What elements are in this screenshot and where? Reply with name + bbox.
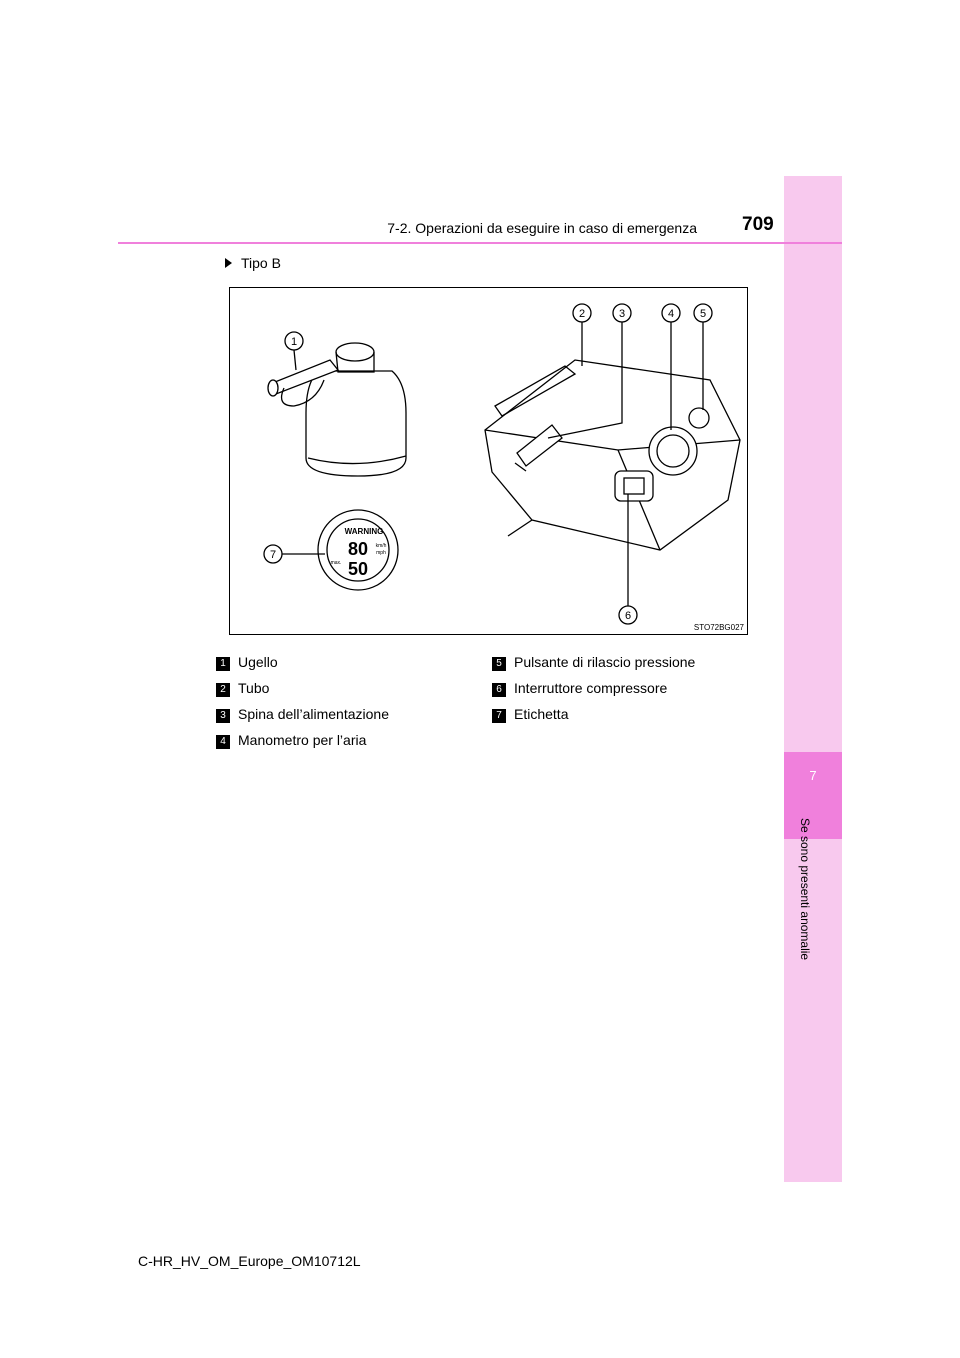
legend-text: Interruttore compressore [514,680,668,696]
chapter-tab-active[interactable] [784,752,842,839]
figure-code: STO72BG027 [693,623,744,632]
callout-7-text: 7 [269,549,277,561]
chapter-number: 7 [809,768,817,783]
callout-3-text: 3 [618,308,626,320]
legend-item [216,732,366,749]
type-label: Tipo B [241,255,281,271]
legend-text: Pulsante di rilascio pressione [514,654,696,670]
compressor-icon [485,360,740,550]
section-title: 7-2. Operazioni da eseguire in caso di emergenza [387,220,697,236]
legend-item [216,680,269,697]
legend-number: 1 [216,657,230,671]
speed-80: 80 [347,539,369,559]
callout-1-text: 1 [290,336,298,348]
document-id: C-HR_HV_OM_Europe_OM10712L [138,1253,361,1269]
type-heading [225,255,281,271]
legend-item [216,654,278,671]
legend-number: 7 [492,709,506,723]
legend-text: Etichetta [514,706,569,722]
leader-line [294,350,296,370]
legend-number: 5 [492,657,506,671]
legend-number: 6 [492,683,506,697]
legend-item [492,654,695,671]
legend-text: Tubo [238,680,270,696]
callout-6-text: 6 [624,610,632,622]
legend-item [492,680,667,697]
warning-text: WARNING [344,527,384,536]
chapter-label: Se sono presenti anomalie [798,818,812,961]
bullet-arrow-icon [225,258,232,268]
legend-item [216,706,389,723]
legend-text: Manometro per l’aria [238,732,367,748]
legend-number: 4 [216,735,230,749]
header-rule [118,242,842,244]
sealant-bottle-icon [268,343,406,476]
legend-item [492,706,568,723]
callout-2-text: 2 [578,308,586,320]
callout-5-text: 5 [699,308,707,320]
unit-mph: mph [376,550,386,556]
repair-kit-figure [229,287,748,635]
unit-kmh: km/h [375,543,387,549]
legend-number: 2 [216,683,230,697]
chapter-side-tab [784,176,842,1182]
page-number: 709 [742,214,774,235]
repair-kit-illustration [230,288,749,636]
legend-text: Spina dell’alimentazione [238,706,389,722]
callout-4-text: 4 [667,308,675,320]
legend-text: Ugello [238,654,278,670]
max-text: max. [330,560,342,566]
speed-50: 50 [347,559,369,579]
legend-number: 3 [216,709,230,723]
